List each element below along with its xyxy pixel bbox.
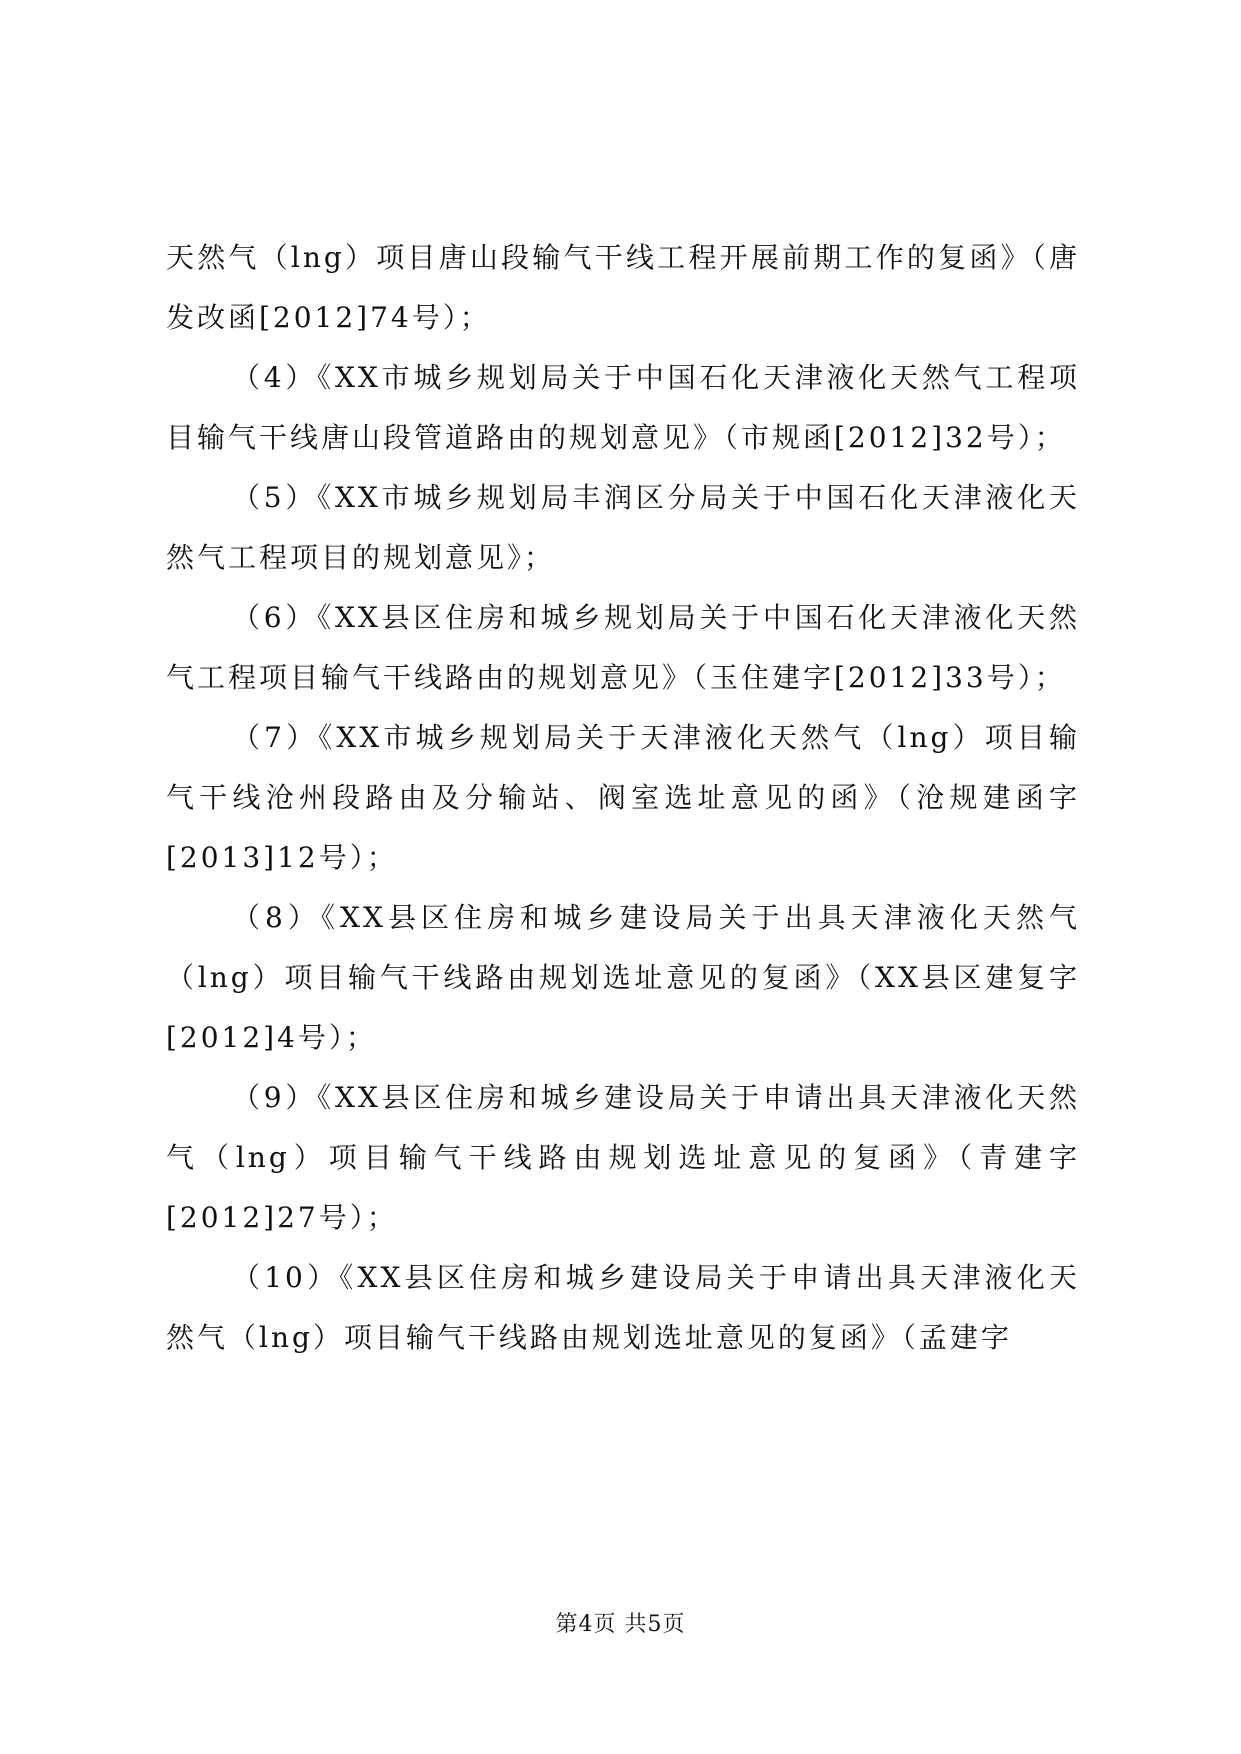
paragraph-continued: 天然气（lng）项目唐山段输气干线工程开展前期工作的复函》（唐发改函[2012]74号）； (166, 241, 1080, 334)
paragraph-item-4: （4）《XX市城乡规划局关于中国石化天津液化天然气工程项目输气干线唐山段管道路由的规划意见》（市规函[2012]32号）； (166, 361, 1080, 454)
paragraph-item-10: （10）《XX县区住房和城乡建设局关于申请出具天津液化天然气（lng）项目输气干线路由规划选址意见的复函》（孟建字 (166, 1261, 1080, 1354)
paragraph-item-5: （5）《XX市城乡规划局丰润区分局关于中国石化天津液化天然气工程项目的规划意见》； (166, 481, 1080, 574)
document-body (166, 228, 1080, 1368)
page-number: 第4页 共5页 (555, 1612, 686, 1637)
paragraph-item-9: （9）《XX县区住房和城乡建设局关于申请出具天津液化天然气（lng）项目输气干线路由规划选址意见的复函》（青建字[2012]27号）； (166, 1081, 1080, 1234)
paragraph-item-6: （6）《XX县区住房和城乡规划局关于中国石化天津液化天然气工程项目输气干线路由的规划意见》（玉住建字[2012]33号）； (166, 601, 1080, 694)
paragraph-item-8: （8）《XX县区住房和城乡建设局关于出具天津液化天然气（lng）项目输气干线路由规划选址意见的复函》（XX县区建复字[2012]4号）； (166, 901, 1080, 1054)
paragraph-item-7: （7）《XX市城乡规划局关于天津液化天然气（lng）项目输气干线沧州段路由及分输站、阀室选址意见的函》（沧规建函字[2013]12号）； (166, 721, 1080, 874)
page-footer (0, 1610, 1241, 1640)
